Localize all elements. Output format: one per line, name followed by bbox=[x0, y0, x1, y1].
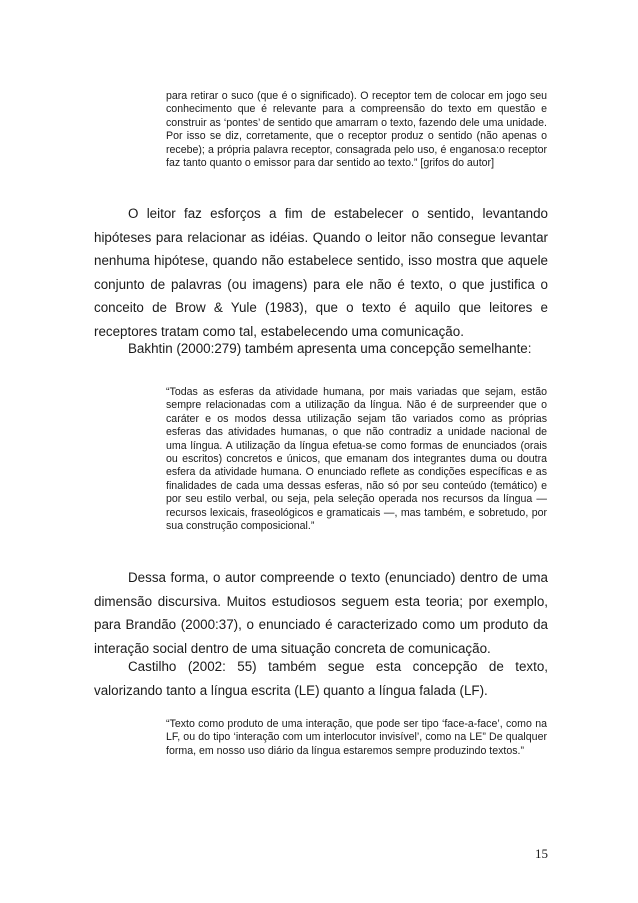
paragraph-2: Bakhtin (2000:279) também apresenta uma concepção semelhante: bbox=[128, 341, 532, 356]
block-quote-2: “Todas as esferas da atividade humana, por mais variadas que sejam, estão sempre relacionadas com a utilização da língua. Não é de surpreender que o caráter e os modos dessa utilização sejam tão variados como as próprias esferas das atividades humanas, o que não contradiz a unidade nacional de uma língua. A utilização da língua efetua-se como formas de enunciados (orais ou escritos) concretos e únicos, que emanam dos integrantes duma ou doutra esfera da atividade humana. O enunciado reflete as condições específicas e as finalidades de cada uma dessas esferas, não só por seu conteúdo (temático) e por seu estilo verbal, ou seja, pela seleção operada nos recursos da língua — recursos lexicais, fraseológicos e gramaticais —, mas também, e sobretudo, por sua construção composicional.” bbox=[166, 386, 547, 533]
paragraph-3: Dessa forma, o autor compreende o texto (enunciado) dentro de uma dimensão discursiva. Muitos estudiosos seguem esta teoria; por exemplo, para Brandão (2000:37), o enunciado é caracterizado como um produto da interação social dentro de uma situação concreta de comunicação. bbox=[94, 570, 548, 656]
block-quote-3: “Texto como produto de uma interação, que pode ser tipo ‘face-a-face’, como na LF, ou do tipo ‘interação com um interlocutor invisível’, como na LE” De qualquer forma, em nosso uso diário da língua estaremos sempre produzindo textos.” bbox=[166, 718, 547, 757]
paragraph-1: O leitor faz esforços a fim de estabelecer o sentido, levantando hipóteses para relacionar as idéias. Quando o leitor não consegue levantar nenhuma hipótese, quando não estabelece sentido, isso mostra que aquele conjunto de palavras (ou imagens) para ele não é texto, o que justifica o conceito de Brow & Yule (1983), que o texto é aquilo que leitores e receptores tratam como tal, estabelecendo uma comunicação. bbox=[94, 206, 548, 339]
page-number: 15 bbox=[535, 846, 548, 861]
block-quote-1: para retirar o suco (que é o significado). O receptor tem de colocar em jogo seu conhecimento que é relevante para a compreensão do texto em questão e construir as ‘pontes’ de sentido que amarram o texto, fazendo dele uma unidade. Por isso se diz, corretamente, que o receptor produz o sentido (não apenas o recebe); a própria palavra receptor, consagrada pelo uso, é enganosa:o receptor faz tanto quanto o emissor para dar sentido ao texto.” [grifos do autor] bbox=[166, 90, 547, 170]
paragraph-4: Castilho (2002: 55) também segue esta concepção de texto, valorizando tanto a língua escrita (LE) quanto a língua falada (LF). bbox=[94, 659, 548, 698]
